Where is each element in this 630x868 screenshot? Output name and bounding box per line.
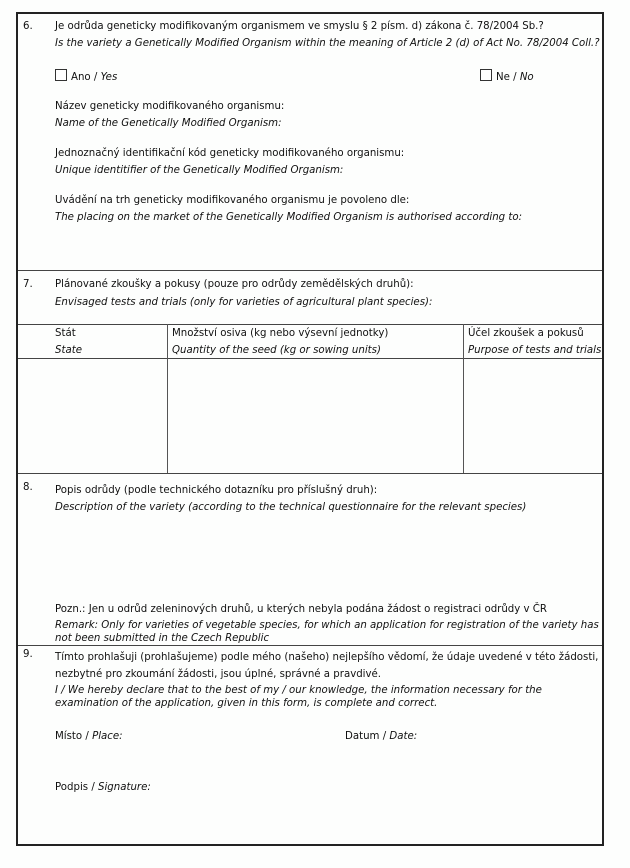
date-label-cz: Datum /: [345, 731, 390, 742]
column-header-purpose-en: Purpose of tests and trials: [468, 345, 602, 356]
divider: [18, 270, 602, 271]
gmo-no-option[interactable]: [480, 69, 534, 85]
gmo-placing-label-cz: Uvádění na trh geneticky modifikovaného organismu je povoleno dle:: [55, 195, 410, 206]
gmo-name-label-cz: Název geneticky modifikovaného organismu:: [55, 101, 285, 112]
trials-title-en: Envisaged tests and trials (only for varieties of agricultural plant species):: [55, 297, 433, 308]
section-9-number: 9.: [23, 649, 33, 660]
section-7-number: 7.: [23, 279, 33, 290]
remark-en: Remark: Only for varieties of vegetable species, for which an application for registration of the variety has not been submitted in the Czech Republic: [55, 620, 599, 644]
declaration-en: I / We hereby declare that to the best of my / our knowledge, the information necessary for the examination of the application, given in this form, is complete and correct.: [55, 685, 542, 709]
gmo-no-checkbox[interactable]: [480, 69, 492, 81]
description-input-area[interactable]: [55, 519, 600, 601]
gmo-yes-label-en: Yes: [100, 72, 118, 83]
gmo-yes-option[interactable]: [55, 69, 117, 85]
section-6-number: 6.: [23, 21, 33, 32]
column-header-state-en: State: [55, 345, 82, 356]
gmo-no-label-en: No: [519, 72, 534, 83]
section-8-number: 8.: [23, 482, 33, 493]
gmo-question-en: Is the variety a Genetically Modified Organism within the meaning of Article 2 (d) of Act No. 78/2004 Coll.?: [55, 38, 600, 49]
description-title-en: Description of the variety (according to the technical questionnaire for the relevant species): [55, 502, 527, 513]
column-header-quantity-cz: Množství osiva (kg nebo výsevní jednotky): [172, 328, 389, 339]
place-field[interactable]: [55, 730, 123, 744]
gmo-name-label-en: Name of the Genetically Modified Organism:: [55, 118, 282, 129]
column-header-state-cz: Stát: [55, 328, 76, 339]
divider: [18, 645, 602, 646]
gmo-yes-label-cz: Ano /: [71, 72, 101, 83]
date-label-en: Date:: [389, 731, 418, 742]
declaration-cz: Tímto prohlašuji (prohlašujeme) podle mého (našeho) nejlepšího vědomí, že údaje uvedené v této žádosti, nezbytné pro zkoumání žádosti, jsou úplné, správné a pravdivé.: [55, 652, 599, 680]
table-top-divider: [18, 324, 602, 325]
description-title-cz: Popis odrůdy (podle technického dotazníku pro příslušný druh):: [55, 485, 378, 496]
column-header-purpose-cz: Účel zkoušek a pokusů: [468, 328, 584, 339]
quantity-input-cell[interactable]: [168, 359, 463, 473]
application-form: [16, 12, 604, 846]
gmo-yes-checkbox[interactable]: [55, 69, 67, 81]
gmo-uid-label-cz: Jednoznačný identifikační kód geneticky modifikovaného organismu:: [55, 148, 405, 159]
signature-field[interactable]: [55, 781, 151, 795]
gmo-question-cz: Je odrůda geneticky modifikovaným organismem ve smyslu § 2 písm. d) zákona č. 78/2004 Sb.?: [55, 21, 544, 32]
date-field[interactable]: [345, 730, 417, 744]
trials-title-cz: Plánované zkoušky a pokusy (pouze pro odrůdy zemědělských druhů):: [55, 279, 414, 290]
column-header-quantity-en: Quantity of the seed (kg or sowing units): [172, 345, 381, 356]
gmo-placing-label-en: The placing on the market of the Genetically Modified Organism is authorised according to:: [55, 212, 523, 223]
divider: [18, 473, 602, 474]
place-label-cz: Místo /: [55, 731, 93, 742]
signature-label-en: Signature:: [98, 782, 151, 793]
gmo-uid-label-en: Unique identitifier of the Genetically Modified Organism:: [55, 165, 344, 176]
place-label-en: Place:: [92, 731, 123, 742]
gmo-no-label-cz: Ne /: [496, 72, 520, 83]
signature-label-cz: Podpis /: [55, 782, 98, 793]
remark-cz: Pozn.: Jen u odrůd zeleninových druhů, u kterých nebyla podána žádost o registraci odrůdy v ČR: [55, 604, 548, 615]
purpose-input-cell[interactable]: [464, 359, 602, 473]
state-input-cell[interactable]: [18, 359, 167, 473]
